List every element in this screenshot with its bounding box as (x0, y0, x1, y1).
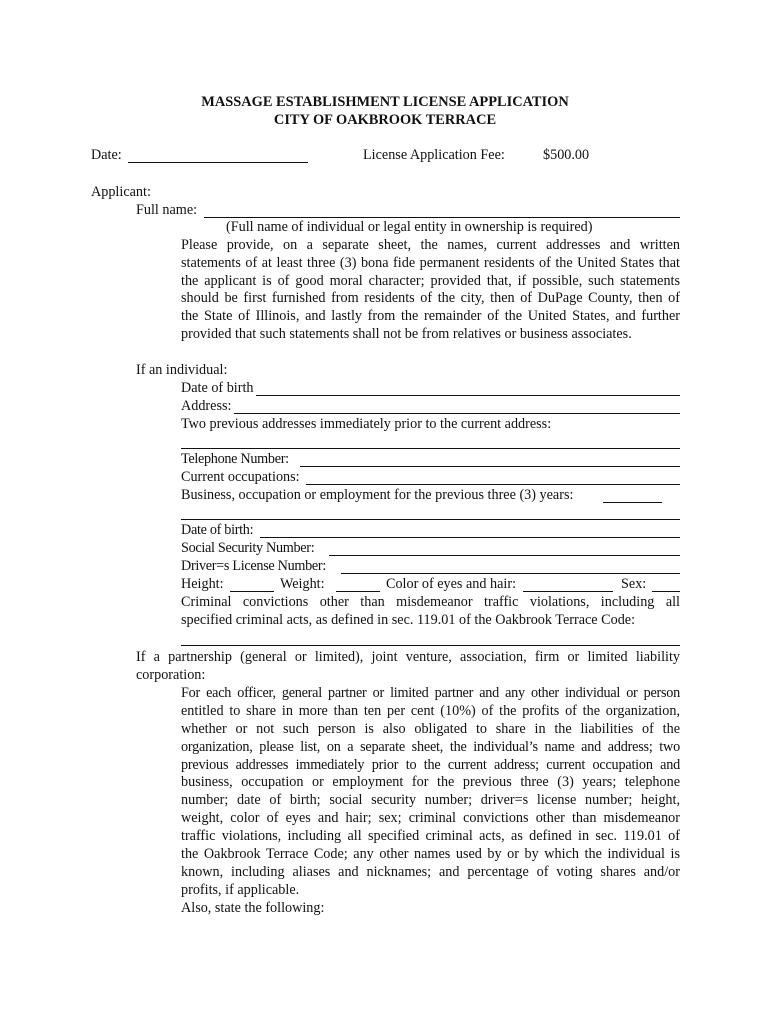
partnership-heading: If a partnership (general or limited), joint venture, association, firm or limited liability (136, 649, 680, 665)
eyes-hair-label: Color of eyes and hair: (386, 576, 517, 592)
partnership-line: profits, if applicable. (181, 882, 300, 898)
fee-label: License Application Fee: (363, 147, 505, 163)
partnership-line: business, occupation or employment for the previous three (3) years; telephone (181, 774, 680, 790)
partnership-line: For each officer, general partner or limited partner and any other individual or person (181, 685, 680, 701)
partnership-line: known, including aliases and nicknames; and percentage of voting shares and/or (181, 864, 680, 880)
full-name-field[interactable] (204, 217, 680, 218)
statement-line: statements of at least three (3) bona fide permanent residents of the United States that (181, 255, 680, 271)
ssn-field[interactable] (329, 555, 680, 556)
partnership-line: weight, color of eyes and hair; sex; criminal convictions other than misdemeanor (181, 810, 680, 826)
criminal-field[interactable] (181, 645, 680, 646)
partnership-line: number; date of birth; social security number; driver=s license number; height, (181, 792, 680, 808)
license-label: Driver=s License Number: (181, 558, 326, 574)
weight-label: Weight: (280, 576, 325, 592)
statement-line: provided that such statements shall not be from relatives or business associates. (181, 326, 632, 342)
license-field[interactable] (341, 573, 680, 574)
individual-heading: If an individual: (136, 362, 228, 378)
business-field[interactable] (603, 502, 662, 503)
full-name-note: (Full name of individual or legal entity in ownership is required) (226, 219, 593, 235)
statement-line: should be first furnished from residents of the city, then of DuPage County, then of (181, 290, 680, 306)
date-field[interactable] (128, 162, 308, 163)
business-field-continued[interactable] (181, 519, 680, 520)
address-label: Address: (181, 398, 232, 414)
fee-value: $500.00 (543, 147, 590, 163)
ssn-label: Social Security Number: (181, 540, 315, 556)
weight-field[interactable] (336, 591, 380, 592)
dob-field[interactable] (256, 395, 680, 396)
statement-line: the State of Illinois, and lastly from the remainder of the United States, and further (181, 308, 680, 324)
document-title: MASSAGE ESTABLISHMENT LICENSE APPLICATION (201, 94, 569, 110)
address-field[interactable] (234, 413, 680, 414)
height-label: Height: (181, 576, 224, 592)
partnership-line: organization, please list, on a separate sheet, the individual’s name and address; two (181, 739, 680, 755)
partnership-line: previous addresses immediately prior to the current address; current occupation and (181, 757, 680, 773)
full-name-label: Full name: (136, 202, 198, 218)
occupations-field[interactable] (306, 484, 680, 485)
partnership-line: whether or not such person is also obligated to share in the liabilities of the (181, 721, 680, 737)
partnership-line: the Oakbrook Terrace Code; any other names used by or by which the individual is (181, 846, 680, 862)
document-subtitle: CITY OF OAKBROOK TERRACE (273, 112, 497, 128)
sex-field[interactable] (652, 591, 680, 592)
date-label: Date: (91, 147, 122, 163)
telephone-label: Telephone Number: (181, 451, 289, 467)
height-field[interactable] (230, 591, 274, 592)
telephone-field[interactable] (300, 466, 680, 467)
dob2-field[interactable] (260, 537, 680, 538)
occupations-label: Current occupations: (181, 469, 300, 485)
also-state-line: Also, state the following: (181, 900, 325, 916)
criminal-line: Criminal convictions other than misdemeanor traffic violations, including all (181, 594, 680, 610)
prev-addresses-label: Two previous addresses immediately prior to the current address: (181, 416, 552, 432)
dob2-label: Date of birth: (181, 522, 254, 538)
dob-label: Date of birth (181, 380, 254, 396)
prev-addresses-field[interactable] (181, 448, 680, 449)
applicant-heading: Applicant: (91, 184, 151, 200)
partnership-line: entitled to share in more than ten per cent (10%) of the profits of the organization, (181, 703, 680, 719)
partnership-line: traffic violations, including all specified criminal acts, as defined in sec. 119.01 of (181, 828, 680, 844)
sex-label: Sex: (621, 576, 647, 592)
criminal-line: specified criminal acts, as defined in sec. 119.01 of the Oakbrook Terrace Code: (181, 612, 636, 628)
statement-line: the applicant is of good moral character; provided that, if possible, such statements (181, 273, 680, 289)
eyes-hair-field[interactable] (523, 591, 613, 592)
statement-line: Please provide, on a separate sheet, the names, current addresses and written (181, 237, 680, 253)
business-label: Business, occupation or employment for the previous three (3) years: (181, 487, 574, 503)
partnership-heading-continued: corporation: (136, 667, 206, 683)
